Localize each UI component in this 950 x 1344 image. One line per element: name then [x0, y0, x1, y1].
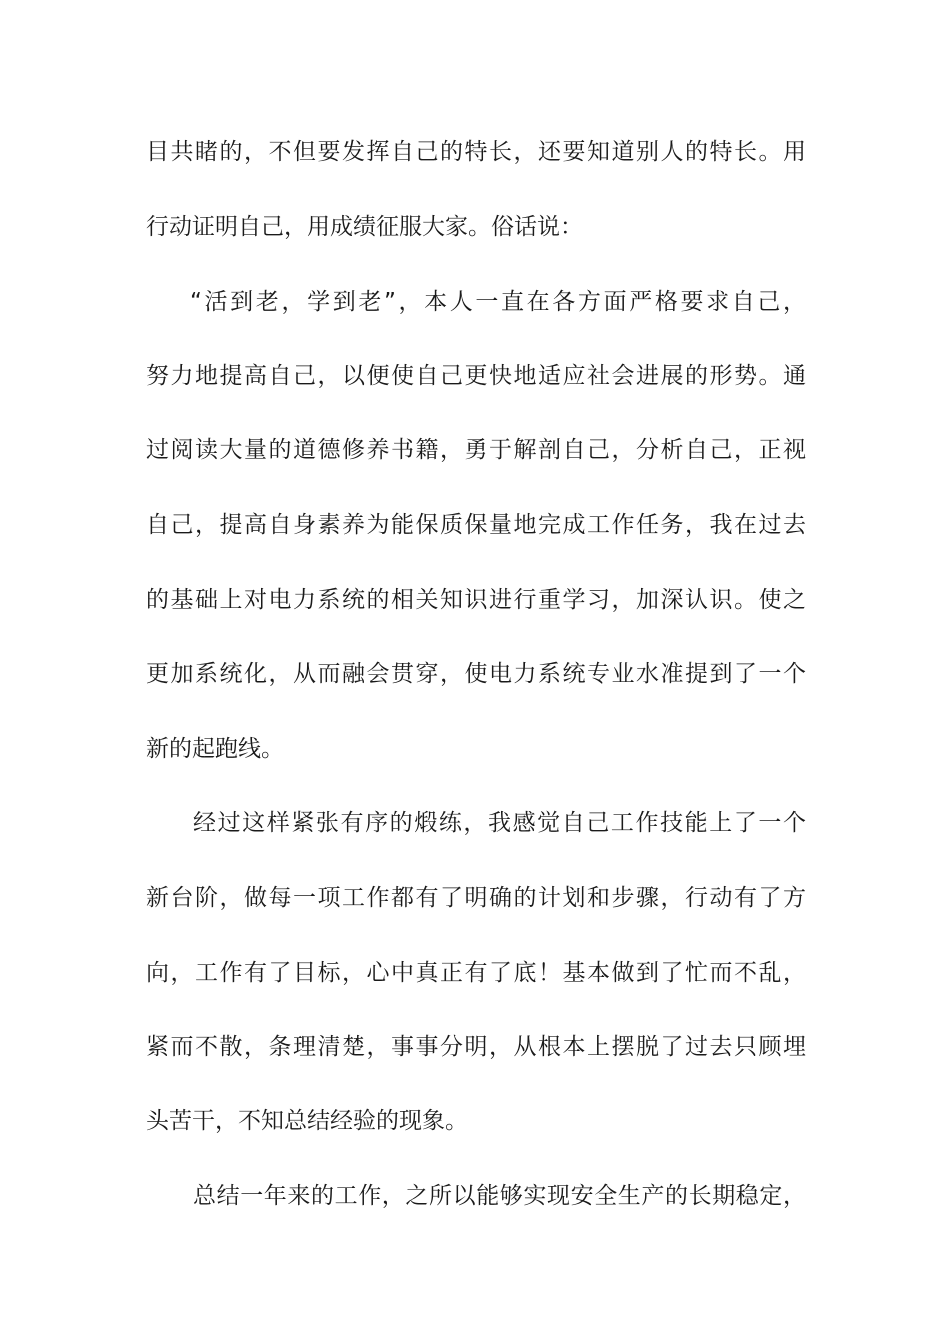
- text-line-3: “活到老，学到老”，本人一直在各方面严格要求自己，: [190, 289, 806, 315]
- text-line-14: 头苦干，不知总结经验的现象。: [146, 1108, 468, 1134]
- text-line-9: 新的起跑线。: [146, 736, 284, 762]
- text-line-15: 总结一年来的工作，之所以能够实现安全生产的长期稳定，: [193, 1183, 806, 1209]
- text-line-11: 新台阶，做每一项工作都有了明确的计划和步骤，行动有了方: [146, 885, 806, 911]
- text-line-1: 目共睹的，不但要发挥自己的特长，还要知道别人的特长。用: [146, 139, 806, 165]
- text-line-2: 行动证明自己，用成绩征服大家。俗话说：: [146, 214, 583, 240]
- text-line-12: 向，工作有了目标，心中真正有了底！基本做到了忙而不乱，: [146, 960, 806, 986]
- text-line-8: 更加系统化，从而融会贯穿，使电力系统专业水准提到了一个: [146, 661, 806, 687]
- text-line-5: 过阅读大量的道德修养书籍，勇于解剖自己，分析自己，正视: [146, 437, 806, 463]
- text-line-10: 经过这样紧张有序的煅练，我感觉自己工作技能上了一个: [193, 810, 806, 836]
- text-line-13: 紧而不散，条理清楚，事事分明，从根本上摆脱了过去只顾埋: [146, 1034, 806, 1060]
- text-line-7: 的基础上对电力系统的相关知识进行重学习，加深认识。使之: [146, 587, 806, 613]
- text-line-6: 自己，提高自身素养为能保质保量地完成工作任务，我在过去: [146, 512, 806, 538]
- text-line-4: 努力地提高自己，以便使自己更快地适应社会进展的形势。通: [146, 363, 806, 389]
